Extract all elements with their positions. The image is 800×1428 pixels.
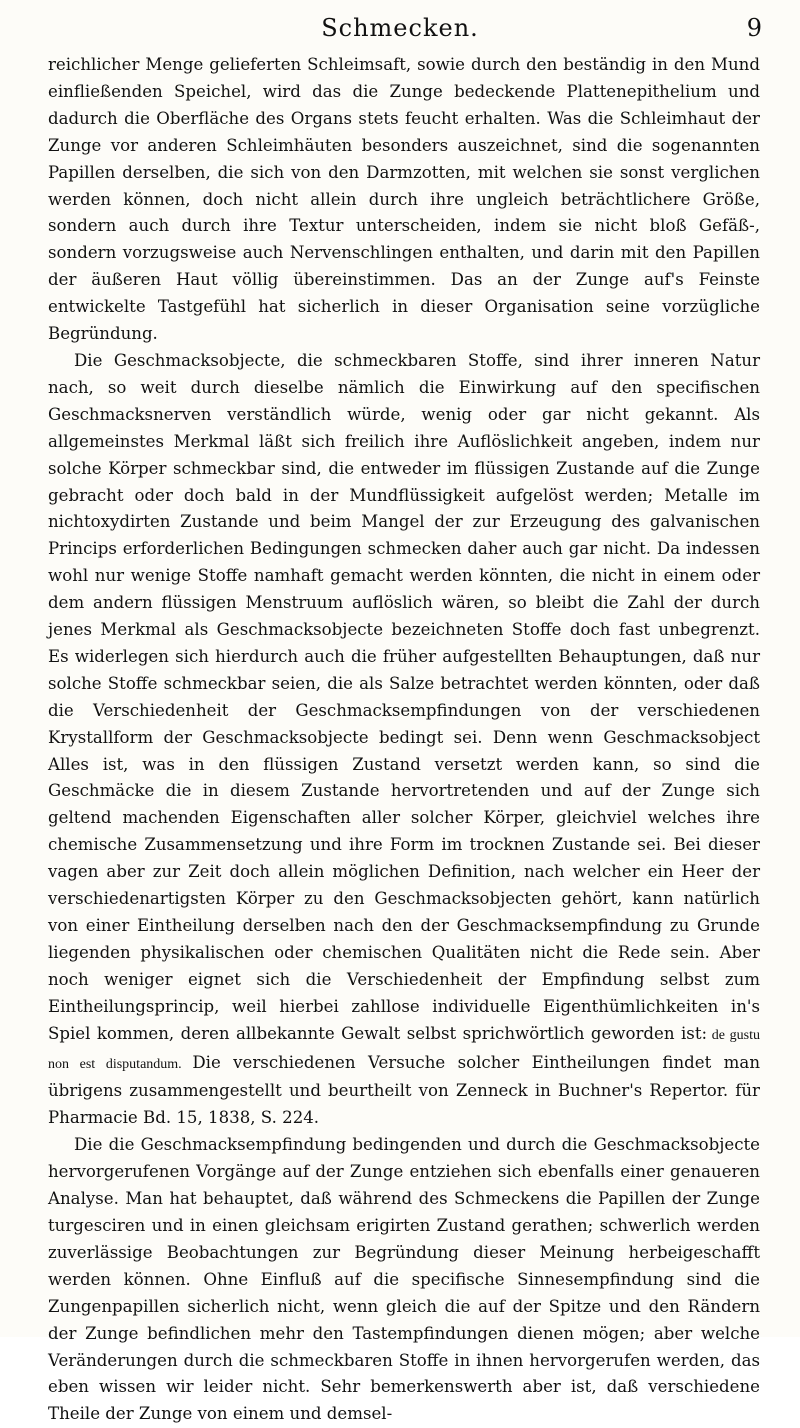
page-header — [0, 8, 800, 48]
body-text — [48, 52, 760, 1428]
page-number: 9 — [746, 14, 762, 42]
paragraph-2 — [48, 348, 760, 1132]
running-head: Schmecken. — [321, 14, 479, 42]
paragraph-3: Die die Geschmacksempfindung bedingenden und durch die Geschmacksobjecte hervorgerufenen Vorgänge auf der Zunge entziehen sich ebenfalls einer genaueren Analyse. Man hat behauptet, daß während des Schmeckens die Papillen der Zunge turgesciren und in einen gleichsam erigirten Zustand gerathen; schwerlich werden zuverlässige Beobachtungen zur Begründung dieser Meinung herbeigeschafft werden können. Ohne Einfluß auf die specifische Sinnesempfindung sind die Zungenpapillen sicherlich nicht, wenn gleich die auf der Spitze und den Rändern der Zunge befindlichen mehr den Tastempfindungen dienen mögen; aber welche Veränderungen durch die schmeckbaren Stoffe in ihnen hervorgerufen werden, das eben wissen wir leider nicht. Sehr bemerkenswerth aber ist, daß verschiedene Theile der Zunge von einem und demsel- — [48, 1135, 760, 1424]
paragraph-2-text: Die Geschmacksobjecte, die schmeckbaren Stoffe, sind ihrer inneren Natur nach, so weit durch dieselbe nämlich die Einwirkung auf den specifischen Geschmacksnerven verständlich würde, wenig oder gar nicht gekannt. Als allgemeinstes Merkmal läßt sich freilich ihre Auflöslichkeit angeben, indem nur solche Körper schmeckbar sind, die entweder im flüssigen Zustande auf die Zunge gebracht oder doch bald in der Mundflüssigkeit aufgelöst werden; Metalle im nichtoxydirten Zustande und beim Mangel der zur Erzeugung des galvanischen Princips erforderlichen Bedingungen schmecken daher auch gar nicht. Da indessen wohl nur wenige Stoffe namhaft gemacht werden könnten, die nicht in einem oder dem andern flüssigen Menstruum auflöslich wären, so bleibt die Zahl der durch jenes Merkmal als Geschmacksobjecte bezeichneten Stoffe doch fast unbegrenzt. Es widerlegen sich hierdurch auch die früher aufgestellten Behauptungen, daß nur solche Stoffe schmeckbar seien, die als Salze betrachtet werden könnten, oder daß die Verschiedenheit der Geschmacksempfindungen von der verschiedenen Krystallform der Geschmacksobjecte bedingt sei. Denn wenn Geschmacksobject Alles ist, was in den flüssigen Zustand versetzt werden kann, so sind die Geschmäcke die in diesem Zustande hervortretenden und auf der Zunge sich geltend machenden Eigenschaften aller solcher Körper, gleichviel welches ihre chemische Zusammensetzung und ihre Form im trocknen Zustande sei. Bei dieser vagen aber zur Zeit doch allein möglichen Definition, nach welcher ein Heer der verschiedenartigsten Körper zu den Geschmacksobjecten gehört, kann natürlich von einer Eintheilung derselben nach den der Geschmacksempfindung zu Grunde liegenden physikalischen oder chemischen Qualitäten nicht die Rede sein. Aber noch weniger eignet sich die Verschiedenheit der Empfindung selbst zum Eintheilungsprincip, weil hierbei zahllose individuelle Eigenthümlichkeiten in's Spiel kommen, deren allbekannte Gewalt selbst sprichwörtlich geworden ist: — [48, 350, 760, 1043]
paragraph-2-tail: Die verschiedenen Versuche solcher Eintheilungen findet man übrigens zusammengestellt und beurtheilt von Zenneck in Buchner's Repertor. für Pharmacie Bd. 15, 1838, S. 224. — [48, 1052, 761, 1128]
paragraph-1: reichlicher Menge gelieferten Schleimsaft, sowie durch den beständig in den Mund einfließenden Speichel, wird das die Zunge bedeckende Plattenepithelium und dadurch die Oberfläche des Organs stets feucht erhalten. Was die Schleimhaut der Zunge vor anderen Schleimhäuten besonders auszeichnet, sind die sogenannten Papillen derselben, die sich von den Darmzotten, mit welchen sie sonst verglichen werden können, doch nicht allein durch ihre ungleich beträchtlichere Größe, sondern auch durch ihre Textur unterscheiden, indem sie nicht bloß Gefäß-, sondern vorzugsweise auch Nervenschlingen enthalten, und darin mit den Papillen der äußeren Haut völlig übereinstimmen. Das an der Zunge auf's Feinste entwickelte Tastgefühl hat sicherlich in dieser Organisation seine vorzügliche Begründung. — [48, 55, 760, 344]
latin-proverb: de gustu non est disputandum. — [48, 1027, 760, 1072]
